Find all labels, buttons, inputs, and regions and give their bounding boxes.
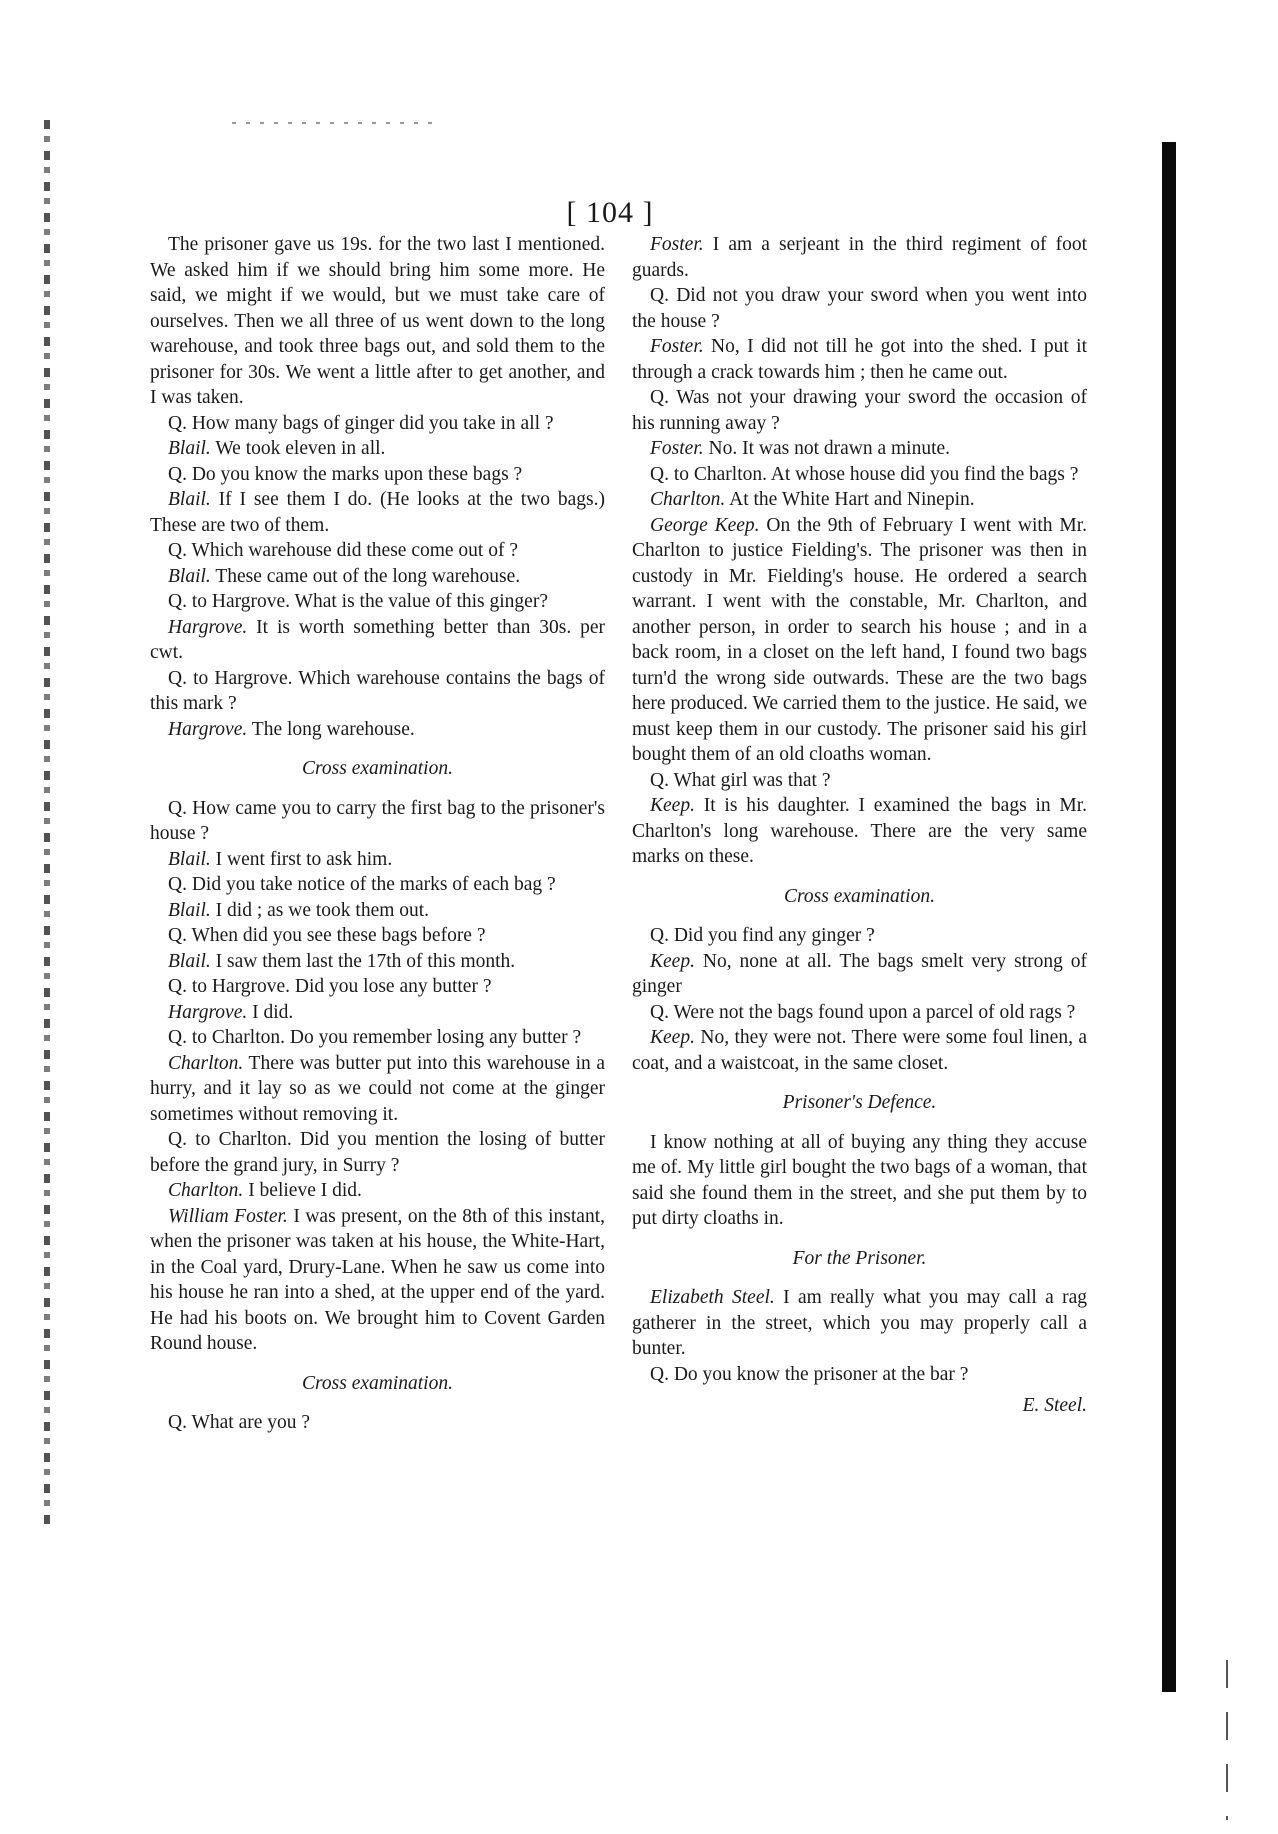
speaker-name: Blail.	[168, 565, 211, 587]
paragraph-text: The prisoner gave us 19s. for the two last I mentioned. We asked him if we should bring him some more. He said, we might if we would, but we must take care of ourselves. Then we all three of us went down to the long warehouse, and took three bags out, and sold them to the prisoner for 30s. We went a little after to get another, and I was taken.	[150, 234, 605, 408]
testimony-paragraph	[150, 898, 605, 924]
paragraph-text: Q. to Charlton. Do you remember losing any butter ?	[168, 1027, 582, 1048]
paragraph-text: It is his daughter. I examined the bags in Mr. Charlton's long warehouse. There are the very same marks on these.	[632, 795, 1088, 867]
paragraph-text: No, I did not till he got into the shed. I put it through a crack towards him ; then he came out.	[632, 336, 1088, 383]
speaker-name: William Foster.	[168, 1205, 288, 1227]
paragraph-text: Q. to Charlton. Did you mention the losing of butter before the grand jury, in Surry ?	[150, 1129, 605, 1176]
speaker-name: Keep.	[650, 1027, 695, 1048]
testimony-paragraph	[150, 462, 605, 488]
testimony-paragraph	[150, 923, 605, 949]
testimony-paragraph	[632, 513, 1087, 768]
paragraph-text: Q. to Hargrove. What is the value of this ginger?	[168, 591, 548, 612]
paragraph-text: We took eleven in all.	[215, 438, 386, 459]
paragraph-text: I did ; as we took them out.	[215, 899, 430, 921]
paragraph-text: These came out of the long warehouse.	[215, 565, 521, 587]
paragraph-text: I went first to ask him.	[215, 848, 393, 870]
paragraph-text: Q. to Hargrove. Which warehouse contains the bags of this mark ?	[150, 667, 605, 714]
scan-edge-marks	[1226, 1660, 1228, 1820]
paragraph-text: The long warehouse.	[251, 718, 415, 740]
paragraph-text: Q. Did you take notice of the marks of each bag ?	[168, 874, 556, 895]
right-column	[632, 232, 1087, 1419]
speaker-name: Foster.	[650, 438, 704, 459]
scan-gutter-marks	[44, 120, 50, 1530]
paragraph-text: Q. What girl was that ?	[650, 769, 831, 791]
paragraph-text: Q. When did you see these bags before ?	[168, 925, 486, 946]
testimony-paragraph	[632, 1000, 1087, 1026]
testimony-paragraph	[632, 768, 1087, 794]
speaker-name: Charlton.	[650, 489, 726, 510]
speaker-name: Charlton.	[168, 1052, 244, 1074]
testimony-paragraph	[150, 1051, 605, 1128]
paragraph-text: Q. Did you find any ginger ?	[650, 925, 875, 946]
speaker-name: Foster.	[650, 234, 704, 255]
speaker-name: Elizabeth Steel.	[650, 1287, 775, 1308]
testimony-paragraph	[150, 1025, 605, 1051]
paragraph-text: Q. Do you know the prisoner at the bar ?	[650, 1363, 969, 1385]
page-number: [ 104 ]	[566, 196, 654, 229]
paragraph-text: I saw them last the 17th of this month.	[215, 950, 516, 972]
paragraph-text: I know nothing at all of buying any thing they accuse me of. My little girl bought the two bags of a woman, that said she found them in the street, and she put them by to put dirty cloaths in.	[632, 1131, 1087, 1229]
testimony-paragraph	[150, 1204, 605, 1357]
paragraph-text: No, none at all. The bags smelt very strong of ginger	[632, 950, 1088, 997]
paragraph-text: Q. to Charlton. At whose house did you find the bags ?	[650, 463, 1079, 485]
testimony-paragraph	[150, 974, 605, 1000]
speaker-name: Hargrove.	[168, 718, 248, 740]
testimony-paragraph	[150, 717, 605, 743]
paragraph-text: There was butter put into this warehouse in a hurry, and it lay so as we could not come at the ginger sometimes without removing it.	[150, 1052, 605, 1125]
testimony-paragraph	[150, 847, 605, 873]
testimony-paragraph	[150, 1000, 605, 1026]
paragraph-text: It is worth something better than 30s. per cwt.	[150, 616, 606, 663]
testimony-paragraph	[632, 1025, 1087, 1076]
testimony-paragraph	[150, 538, 605, 564]
speaker-name: Keep.	[650, 950, 695, 972]
speaker-name: George Keep.	[650, 514, 760, 536]
testimony-paragraph	[632, 334, 1087, 385]
scan-edge-bar	[1162, 142, 1176, 1692]
testimony-paragraph	[632, 232, 1087, 283]
scan-speckle	[232, 122, 432, 124]
testimony-paragraph	[632, 283, 1087, 334]
paragraph-text: If I see them I do. (He looks at the two bags.) These are two of them.	[150, 489, 606, 536]
paragraph-text: I believe I did.	[248, 1180, 362, 1201]
paragraph-text: I did.	[252, 1001, 294, 1023]
speaker-name: Foster.	[650, 336, 704, 357]
testimony-paragraph	[632, 462, 1087, 488]
paragraph-text: Q. Which warehouse did these come out of ?	[168, 540, 518, 561]
section-heading: Cross examination.	[784, 885, 935, 907]
paragraph-text: Q. What are you ?	[168, 1412, 311, 1433]
testimony-paragraph	[150, 564, 605, 590]
paragraph-text: Q. Did not you draw your sword when you went into the house ?	[632, 285, 1087, 332]
testimony-paragraph	[150, 232, 605, 411]
left-column	[150, 232, 605, 1436]
speaker-name: Hargrove.	[168, 616, 248, 638]
speaker-name: Charlton.	[168, 1180, 244, 1201]
testimony-paragraph	[150, 487, 605, 538]
catchword: E. Steel.	[1022, 1395, 1087, 1416]
paragraph-text: I am a serjeant in the third regiment of foot guards.	[632, 234, 1088, 281]
speaker-name: Blail.	[168, 950, 211, 972]
paragraph-text: Q. to Hargrove. Did you lose any butter ?	[168, 976, 492, 997]
testimony-paragraph	[150, 589, 605, 615]
speaker-name: Blail.	[168, 899, 211, 921]
testimony-paragraph	[632, 1130, 1087, 1232]
testimony-paragraph	[150, 666, 605, 717]
paragraph-text: Q. How came you to carry the first bag to the prisoner's house ?	[150, 797, 605, 844]
testimony-paragraph	[150, 436, 605, 462]
testimony-paragraph	[632, 793, 1087, 870]
testimony-paragraph	[150, 411, 605, 437]
section-heading: Cross examination.	[302, 758, 453, 779]
testimony-paragraph	[150, 615, 605, 666]
speaker-name: Blail.	[168, 438, 211, 459]
testimony-paragraph	[632, 487, 1087, 513]
section-heading: For the Prisoner.	[792, 1247, 927, 1269]
paragraph-text: No, they were not. There were some foul linen, a coat, and a waistcoat, in the same closet.	[632, 1027, 1087, 1074]
speaker-name: Hargrove.	[168, 1001, 248, 1023]
testimony-paragraph	[150, 872, 605, 898]
testimony-paragraph	[150, 1127, 605, 1178]
testimony-paragraph	[632, 1362, 1087, 1388]
paragraph-text: I was present, on the 8th of this instant, when the prisoner was taken at his house, the White-Hart, in the Coal yard, Drury-Lane. When he saw us come into his house he ran into a shed, at the upper end of the yard. He had his boots on. We brought him to Covent Garden Round house.	[150, 1205, 605, 1354]
testimony-paragraph	[632, 923, 1087, 949]
testimony-paragraph	[150, 1410, 605, 1436]
testimony-paragraph	[150, 949, 605, 975]
paragraph-text: Q. Were not the bags found upon a parcel of old rags ?	[650, 1001, 1076, 1023]
paragraph-text: Q. How many bags of ginger did you take in all ?	[168, 412, 554, 434]
testimony-paragraph	[150, 796, 605, 847]
section-heading: Prisoner's Defence.	[782, 1092, 937, 1113]
testimony-paragraph	[632, 949, 1087, 1000]
testimony-paragraph	[150, 1178, 605, 1204]
testimony-paragraph	[632, 436, 1087, 462]
section-heading: Cross examination.	[302, 1372, 453, 1394]
speaker-name: Blail.	[168, 489, 211, 510]
speaker-name: Blail.	[168, 848, 211, 870]
paragraph-text: No. It was not drawn a minute.	[708, 438, 951, 459]
testimony-paragraph	[632, 1285, 1087, 1362]
paragraph-text: I am really what you may call a rag gatherer in the street, which you may properly call a bunter.	[632, 1287, 1087, 1359]
speaker-name: Keep.	[650, 795, 695, 816]
testimony-paragraph	[632, 385, 1087, 436]
paragraph-text: Q. Was not your drawing your sword the occasion of his running away ?	[632, 387, 1087, 434]
paragraph-text: On the 9th of February I went with Mr. Charlton to justice Fielding's. The prisoner was then in custody in Mr. Fielding's house. He ordered a search warrant. I went with the constable, Mr. Charlton, and another person, in order to search his house ; and in a back room, in a closet on the left hand, I found two bags turn'd the wrong side outwards. These are the two bags here produced. We carried them to the justice. He said, we must keep them in our custody. The prisoner said his girl bought them of an old cloaths woman.	[632, 514, 1087, 765]
paragraph-text: Q. Do you know the marks upon these bags ?	[168, 463, 523, 485]
paragraph-text: At the White Hart and Ninepin.	[729, 489, 975, 510]
